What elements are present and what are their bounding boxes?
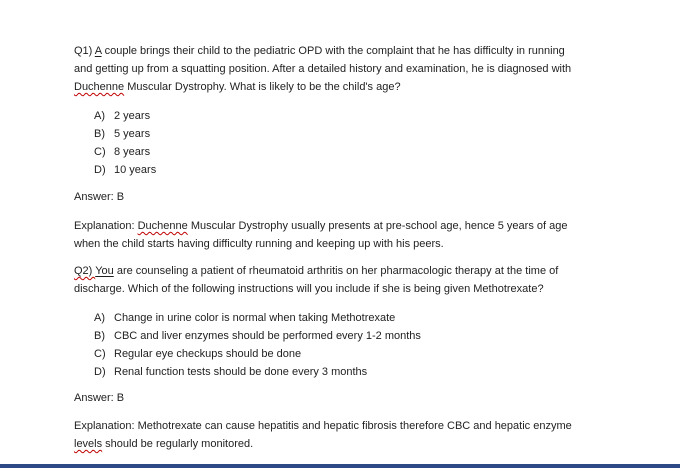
option-c (94, 143, 156, 161)
question-1-line-1 (74, 42, 614, 60)
explanation-label: Explanation: (74, 220, 138, 232)
question-1-explanation (74, 217, 614, 253)
option-letter: A) (94, 312, 105, 324)
question-2-text-1: are counseling a patient of rheumatoid arthritis on her pharmacologic therapy at the time of (113, 265, 559, 277)
explanation-1-line-2: when the child starts having difficulty running and keeping up with his peers. (74, 238, 444, 250)
explanation-1-text-1: Muscular Dystrophy usually presents at pre-school age, hence 5 years of age (187, 220, 568, 232)
option-text: 5 years (114, 128, 151, 140)
option-text: Renal function tests should be done every 3 months (114, 366, 368, 378)
question-2-explanation (74, 417, 614, 453)
option-text: 2 years (114, 110, 151, 122)
question-1-answer: Answer: B (74, 191, 125, 203)
explanation-2-text-2: should be regularly monitored. (102, 438, 254, 450)
option-text: Change in urine color is normal when taking Methotrexate (114, 312, 396, 324)
question-2-first-word: You (95, 265, 114, 277)
option-letter: C) (94, 146, 106, 158)
question-2-number: Q2) (74, 265, 96, 277)
question-2-options (94, 309, 421, 381)
option-letter: D) (94, 164, 106, 176)
explanation-2-line-1: Explanation: Methotrexate can cause hepatitis and hepatic fibrosis therefore CBC and hepatic enzyme (74, 420, 572, 432)
bottom-border (0, 464, 680, 468)
option-text: CBC and liver enzymes should be performed every 1-2 months (114, 330, 421, 342)
spellcheck-word: Duchenne (74, 81, 125, 93)
option-d (94, 363, 421, 381)
question-2 (74, 262, 614, 298)
explanation-1-line-1 (74, 217, 614, 235)
explanation-2-line-2 (74, 435, 614, 453)
question-1-text-3: Muscular Dystrophy. What is likely to be the child's age? (124, 81, 401, 93)
option-b (94, 327, 421, 345)
question-1-text-1: couple brings their child to the pediatric OPD with the complaint that he has difficulty in running (101, 45, 565, 57)
option-letter: C) (94, 348, 106, 360)
option-b (94, 125, 156, 143)
option-letter: B) (94, 128, 105, 140)
question-1-number: Q1) (74, 45, 95, 57)
spellcheck-word: Duchenne (137, 220, 188, 232)
question-2-answer: Answer: B (74, 392, 125, 404)
option-text: 8 years (114, 146, 151, 158)
option-letter: D) (94, 366, 106, 378)
option-letter: A) (94, 110, 105, 122)
question-2-line-1 (74, 262, 614, 280)
question-1-line-3 (74, 78, 614, 96)
option-a (94, 309, 421, 327)
question-1-line-2: and getting up from a squatting position. After a detailed history and examination, he is diagnosed with (74, 63, 572, 75)
option-d (94, 161, 156, 179)
spellcheck-word: levels (74, 438, 103, 450)
option-text: 10 years (114, 164, 157, 176)
option-a (94, 107, 156, 125)
question-2-line-2: discharge. Which of the following instructions will you include if she is being given Methotrexate? (74, 283, 544, 295)
option-text: Regular eye checkups should be done (114, 348, 302, 360)
question-1 (74, 42, 614, 96)
option-c (94, 345, 421, 363)
question-1-first-word: A (94, 45, 102, 57)
question-1-options (94, 107, 156, 179)
option-letter: B) (94, 330, 105, 342)
